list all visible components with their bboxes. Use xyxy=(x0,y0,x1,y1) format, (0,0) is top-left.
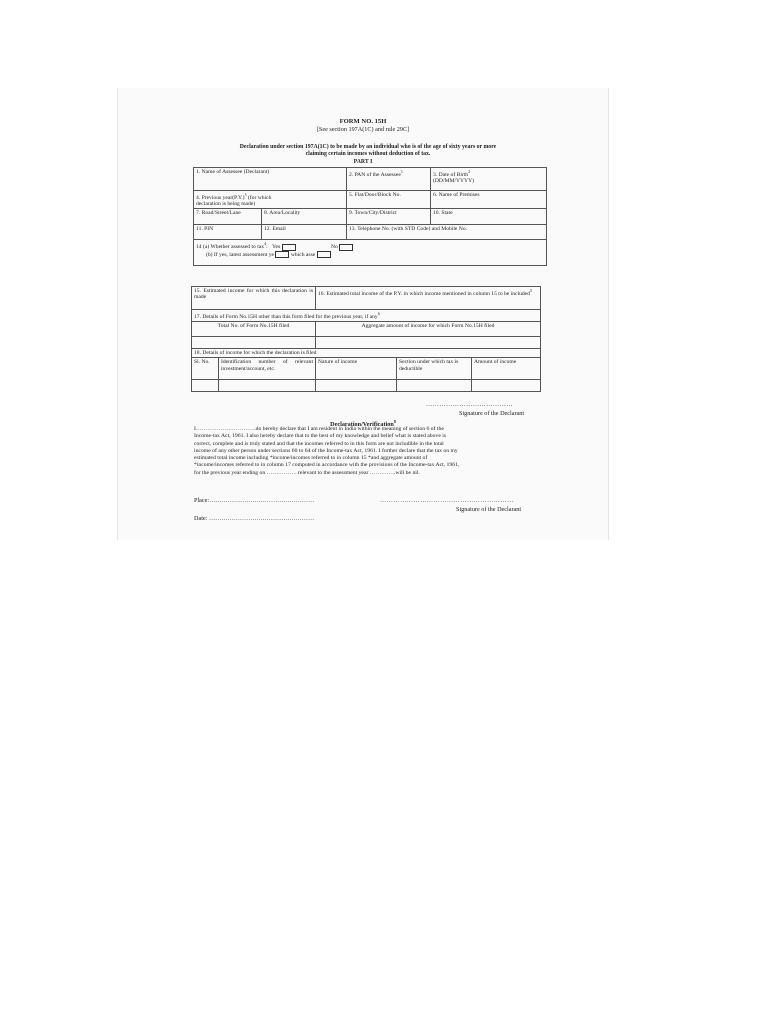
assessed-box[interactable] xyxy=(317,251,331,258)
field-dob[interactable]: 3. Date of Birth$^2$ (DD/MM/YYYY) xyxy=(430,168,546,191)
input-total-forms[interactable] xyxy=(192,337,316,349)
no-checkbox[interactable] xyxy=(339,244,353,251)
table-cell[interactable] xyxy=(192,380,219,392)
col-nature-label: Nature of income xyxy=(318,359,358,366)
col-section xyxy=(397,358,472,380)
field-14a-yes: Yes xyxy=(272,244,281,251)
field-pan[interactable]: 2. PAN of the Assessee$^1$ xyxy=(346,168,430,191)
field-estimated-income[interactable] xyxy=(192,287,316,310)
field-17-label: 17. Details of Form No.15H other than this form filed for the previous year, if any xyxy=(194,313,378,320)
col-amount-label: Amount of income xyxy=(474,359,517,366)
field-town[interactable] xyxy=(346,209,430,225)
declaration-heading-text: Declaration/Verification xyxy=(330,421,394,429)
field-estimated-total-income[interactable]: 16. Estimated total income of the P.Y. in which income mentioned in column 15 to be included$^5$ xyxy=(316,287,541,310)
declaration-line: income of any other person under sections 60 to 64 of the Income-tax Act, 1961. I further declare that the tax on my xyxy=(194,447,458,454)
col-nature xyxy=(316,358,397,380)
form-rule: [See section 197A(1C) and rule 29C] xyxy=(316,126,410,133)
field-12-label: 12. Email xyxy=(264,226,286,233)
col-sl-label: Sl. No. xyxy=(194,359,210,366)
field-premises[interactable] xyxy=(430,191,546,209)
field-4-label: 4. Previous year(P.Y.) xyxy=(196,194,245,201)
field-state[interactable] xyxy=(430,209,546,225)
place-field[interactable]: Place:…………………………………………… xyxy=(194,497,315,504)
declaration-heading: Declaration/Verification$^8$ xyxy=(330,419,396,429)
declaration-body xyxy=(194,426,540,477)
date-field[interactable]: Date: …………………………………………… xyxy=(194,515,315,522)
declaration-line: correct, complete and is truly stated and that the incomes referred to in this form are not includible in the total xyxy=(194,440,444,447)
part2-table xyxy=(191,286,541,392)
input-aggregate-amount[interactable] xyxy=(316,337,541,349)
field-7-label: 7. Road/Street/Lane xyxy=(196,210,241,217)
signature-line-1[interactable]: ………………………………… xyxy=(426,401,513,408)
form-heading-line2: claiming certain incomes without deduction of tax. xyxy=(305,151,431,157)
col-amount xyxy=(472,358,541,380)
field-other-forms: 17. Details of Form No.15H other than this form filed for the previous year, if any$^6$ xyxy=(192,310,541,322)
signature-label-1: Signature of the Declarant xyxy=(459,410,525,417)
signature-label-2: Signature of the Declarant xyxy=(456,506,522,513)
table-cell[interactable] xyxy=(219,380,316,392)
field-road[interactable] xyxy=(194,209,262,225)
field-14a-no: No xyxy=(331,244,338,251)
field-3-label: 3. Date of Birth xyxy=(432,171,469,178)
field-flat-door[interactable] xyxy=(346,191,430,209)
field-4-label-b: (for which xyxy=(247,194,272,201)
field-16-label: 16. Estimated total income of the P.Y. in which income mentioned in column 15 to be included xyxy=(318,290,530,297)
field-previous-year[interactable]: 4. Previous $year(P.Y.)^3$ (for which declaration is being made) xyxy=(194,191,347,209)
col-id-label: Identification number of relevant investment/account, etc. xyxy=(221,359,313,372)
assessment-year-box[interactable] xyxy=(275,251,289,258)
field-6-label: 6. Name of Premises xyxy=(432,192,480,198)
declaration-line: *income/incomes referred to in column 17 computed in accordance with the provisions of the Income-tax Act, 1961, xyxy=(194,462,460,469)
table-cell[interactable] xyxy=(316,380,397,392)
field-18-label: 18. Details of income for which the declaration is filed xyxy=(194,350,317,357)
field-9-label: 9. Town/City/District xyxy=(348,210,397,217)
field-telephone[interactable] xyxy=(346,225,546,240)
field-income-details xyxy=(192,349,541,358)
col-identification xyxy=(219,358,316,380)
part1-table xyxy=(193,167,547,266)
col-sl xyxy=(192,358,219,380)
field-10-label: 10. State xyxy=(432,210,453,217)
field-15-label: 15. Estimated income for which this declaration is made xyxy=(194,288,313,301)
field-area[interactable] xyxy=(262,209,347,225)
part-label: PART I xyxy=(353,159,373,165)
table-cell[interactable] xyxy=(397,380,472,392)
declaration-line: Income-tax Act, 1961. I also hereby declare that to the best of my knowledge and belief what is stated above is xyxy=(194,433,447,440)
field-total-forms[interactable] xyxy=(192,322,316,337)
field-pin[interactable] xyxy=(194,225,262,240)
field-name-of-assessee[interactable] xyxy=(194,168,347,191)
field-14b-label: (b) If yes, latest assessment ye xyxy=(206,251,275,258)
field-assessed-to-tax: 14 (a) Whether assessed to tax$^4$: Yes No (b) If yes, latest assessment ye which asse xyxy=(194,240,547,266)
col-section-label: Section under which tax is deductible xyxy=(399,359,459,372)
field-8-label: 8. Area/Locality xyxy=(264,210,301,217)
field-14b-mid: which asse xyxy=(290,251,316,258)
field-3-format: (DD/MM/YYYY) xyxy=(432,178,475,185)
field-14a-label: 14 (a) Whether assessed to tax xyxy=(196,244,265,251)
table-cell[interactable] xyxy=(472,380,541,392)
field-1-label: 1. Name of Assessee (Declarant) xyxy=(196,169,270,175)
field-4-label-c: declaration is being made) xyxy=(196,201,256,208)
declaration-line: for the previous year ending on ……………. relevant to the assessment year …………..will be nil. xyxy=(194,469,420,476)
field-email[interactable] xyxy=(262,225,347,240)
yes-checkbox[interactable] xyxy=(282,244,296,251)
field-17-amount-label: Aggregate amount of income for which Form No.15H filed xyxy=(361,323,495,330)
declaration-line: estimated total income including *income/incomes referred to in column 15 *and aggregate amount of xyxy=(194,455,428,462)
form-heading-line1: Declaration under section 197A(1C) to be made by an individual who is of the age of sixty years or more xyxy=(239,144,497,150)
form-page xyxy=(117,88,609,540)
field-17-total-label: Total No. of Form No.15H filed xyxy=(217,323,290,330)
field-13-label: 13. Telephone No. (with STD Code) and Mobile No. xyxy=(348,226,468,233)
declaration-line: I…………………………..do hereby declare that I am resident in India within the meaning of section 6 of the xyxy=(194,426,444,432)
field-11-label: 11. PIN xyxy=(196,226,214,233)
field-2-label: 2. PAN of the Assessee xyxy=(348,171,401,178)
field-aggregate-amount[interactable] xyxy=(316,322,541,337)
form-title: FORM NO. 15H xyxy=(339,118,387,125)
field-5-label: 5. Flat/Door/Block No. xyxy=(348,192,401,198)
signature-line-2[interactable]: …………………………………………………… xyxy=(380,497,514,504)
